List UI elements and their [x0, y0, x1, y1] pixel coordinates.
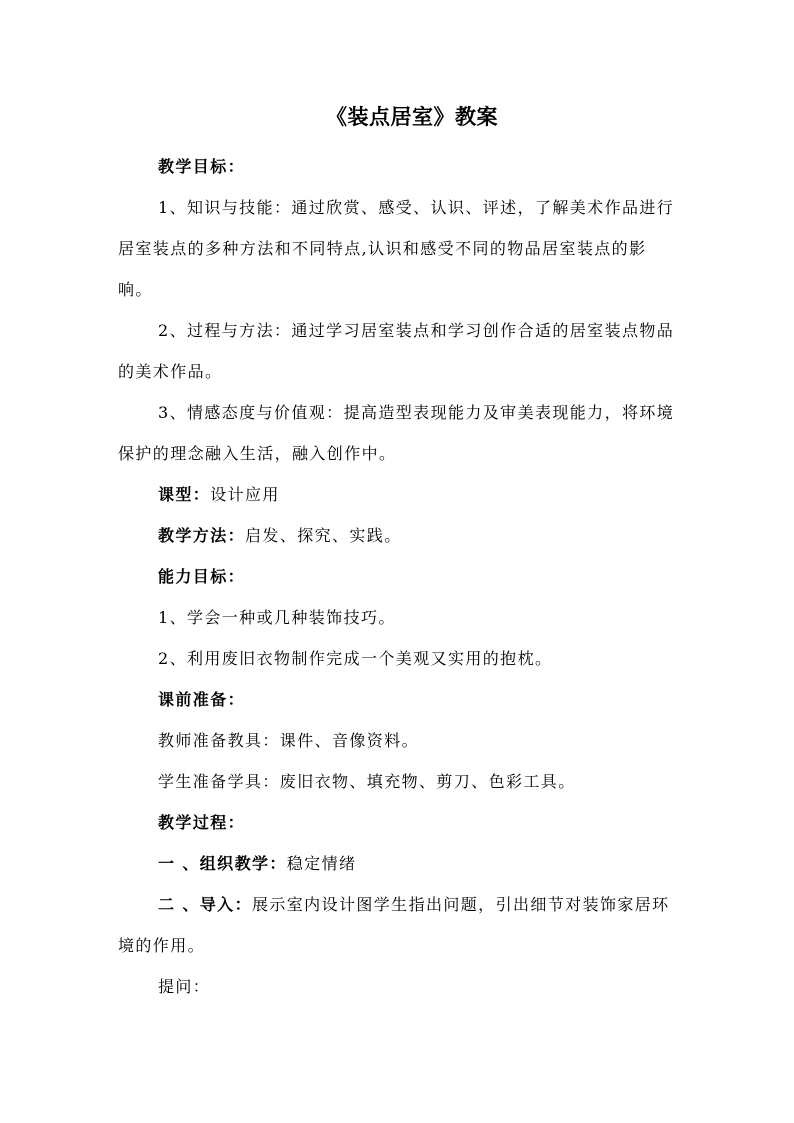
- page-title: 《装点居室》教案: [326, 104, 498, 129]
- prep-heading: 课前准备：: [158, 690, 246, 709]
- objective-1: 1、知识与技能：通过欣赏、感受、认识、评述，了解美术作品进行居室装点的多种方法和不同特点,认识和感受不同的物品居室装点的影响。: [118, 198, 675, 299]
- ability-heading: 能力目标：: [158, 567, 246, 586]
- process-step-2: [118, 884, 678, 966]
- teaching-method-value: 启发、探究、实践。: [245, 526, 402, 545]
- process-step-2-label: 二 、导入：: [158, 895, 252, 914]
- teaching-method: [118, 515, 678, 556]
- objective-3: 3、情感态度与价值观：提高造型表现能力及审美表现能力，将环境保护的理念融入生活，融入创作中。: [118, 403, 675, 463]
- ability-1: 1、学会一种或几种装饰技巧。: [158, 608, 396, 627]
- prep-student: 学生准备学具：废旧衣物、填充物、剪刀、色彩工具。: [158, 772, 576, 791]
- lesson-type-label: 课型：: [158, 485, 211, 504]
- objective-2: 2、过程与方法：通过学习居室装点和学习创作合适的居室装点物品的美术作品。: [118, 321, 675, 381]
- process-step-1-label: 一 、组织教学：: [158, 854, 287, 873]
- objectives-heading: 教学目标：: [158, 157, 246, 176]
- process-step-1-value: 稳定情绪: [286, 854, 357, 873]
- lesson-type: [118, 474, 678, 515]
- lesson-type-value: 设计应用: [210, 485, 280, 504]
- question-label: 提问：: [158, 977, 211, 996]
- ability-2: 2、利用废旧衣物制作完成一个美观又实用的抱枕。: [158, 649, 553, 668]
- document-body: [118, 146, 678, 1007]
- process-step-1: [118, 843, 678, 884]
- process-heading: 教学过程：: [158, 813, 246, 832]
- teaching-method-label: 教学方法：: [158, 526, 246, 545]
- process-step-2-value: 展示室内设计图学生指出问题，引出细节对装饰家居环境的作用。: [118, 895, 670, 955]
- prep-teacher: 教师准备教具：课件、音像资料。: [158, 731, 420, 750]
